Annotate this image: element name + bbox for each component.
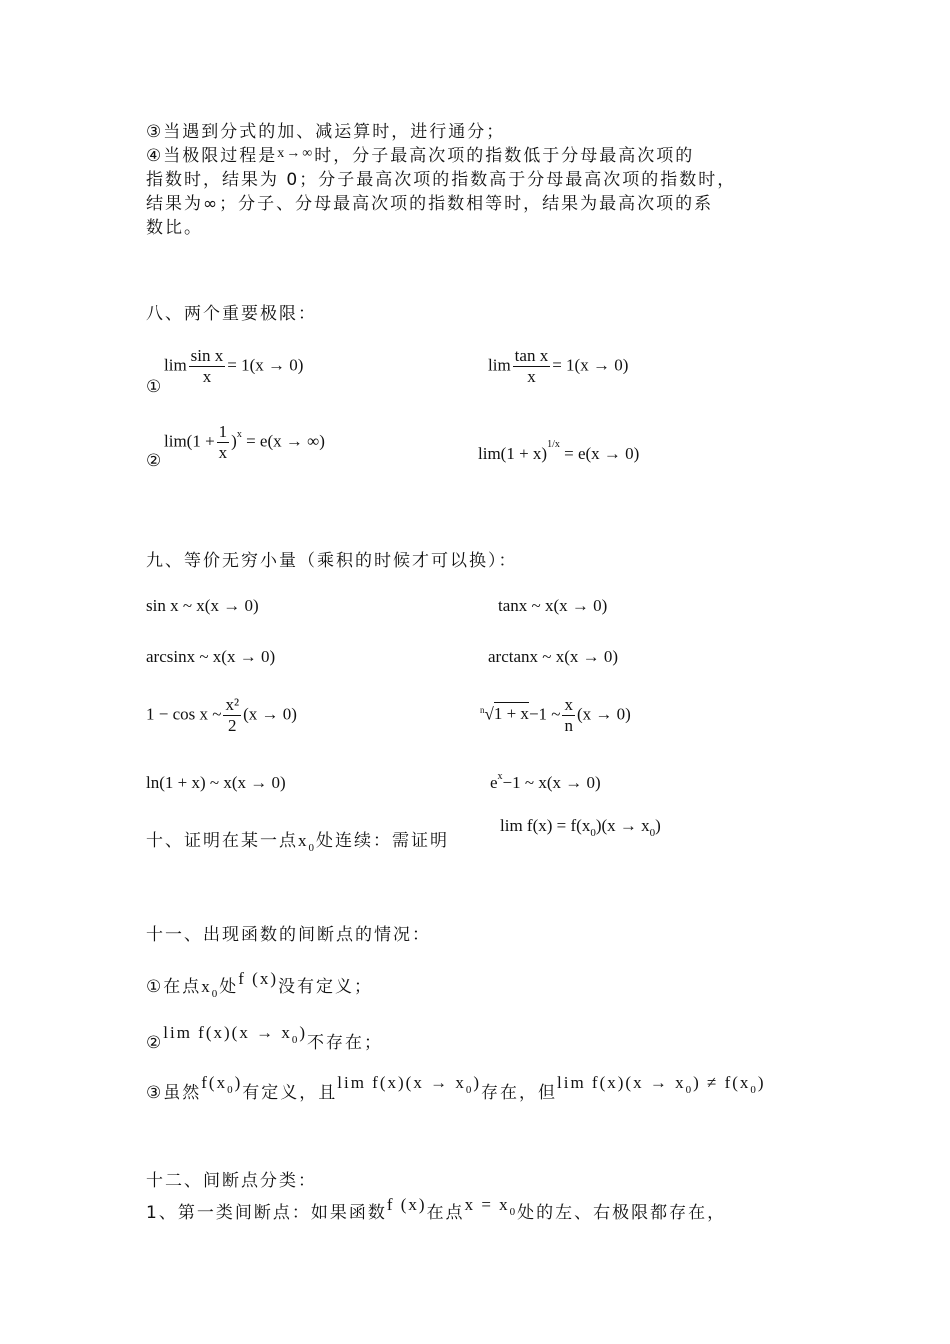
case-3-but: 存在，但 (481, 1083, 557, 1103)
intro-line-1: ③当遇到分式的加、减运算时，进行通分； (146, 122, 506, 142)
function-f: f (x) (386, 1195, 427, 1214)
case-2-formula (163, 1023, 307, 1046)
limit-not-equal-formula (557, 1073, 766, 1096)
intro-line-2-start: ④当极限过程是 (146, 146, 278, 166)
f-of-x0 (201, 1073, 243, 1096)
fraction (562, 695, 575, 736)
limit-sinx-over-x (164, 346, 303, 387)
numerator: sin x (190, 346, 224, 365)
root-index: n (480, 705, 485, 716)
radical-icon: √ (484, 704, 494, 724)
subscript: 0 (509, 1206, 518, 1218)
intro-line-2-end: 时，分子最高次项的指数低于分母最高次项的 (314, 146, 695, 166)
formula-2-marker: ② (146, 451, 162, 471)
close-paren: ) (757, 1073, 766, 1092)
formula-part: f(x (201, 1073, 228, 1092)
formula-part: lim f(x)(x → x (163, 1023, 292, 1042)
formula-rhs: = e(x → ∞) (246, 431, 325, 451)
formula-1-marker: ① (146, 377, 162, 397)
fraction (513, 346, 551, 387)
heading-part-a: 十、证明在某一点 (146, 831, 298, 851)
case-1-end: 没有定义； (277, 977, 373, 997)
exponent: x (497, 771, 503, 782)
intro-line-3: 指数时，结果为 0；分子最高次项的指数高于分母最高次项的指数时， (146, 170, 737, 190)
subscript: 0 (750, 1084, 758, 1096)
formula-rhs: = 1(x → 0) (227, 355, 304, 375)
formula-lhs: lim(1 + (164, 431, 215, 451)
close-paren: ) (234, 1073, 243, 1092)
numerator: 1 (218, 422, 228, 441)
equiv-exp (490, 773, 601, 793)
exp-base: e (490, 773, 498, 792)
line-end: 处的左、右极限都存在， (517, 1203, 727, 1223)
equiv-root (480, 695, 631, 736)
equiv-arctan: arctanx ~ x(x → 0) (488, 647, 619, 666)
limit-tanx-over-x (488, 346, 628, 387)
denominator: n (564, 716, 573, 735)
section-10-heading (146, 826, 449, 854)
point-x: x (201, 977, 212, 996)
numerator: x (564, 695, 573, 714)
intro-line-2 (146, 141, 694, 166)
equiv-arcsin: arcsinx ~ x(x → 0) (146, 647, 276, 666)
limit-e-zero (478, 439, 640, 464)
close-paren: ) (231, 431, 237, 451)
formula-lhs: 1 − cos x ~ (146, 704, 222, 724)
denominator: x (527, 367, 536, 386)
formula-mid: −1 ~ (528, 704, 561, 724)
intro-line-5: 数比。 (146, 218, 203, 238)
point-eq (464, 1195, 518, 1218)
first-kind-discontinuity (146, 1195, 727, 1223)
case-3-start: ③虽然 (146, 1083, 202, 1103)
subscript: 0 (649, 827, 656, 839)
lim-symbol: lim (488, 355, 511, 375)
exponent: 1/x (547, 439, 560, 450)
section-11-heading: 十一、出现函数的间断点的情况： (146, 925, 431, 945)
lim-symbol: lim (164, 355, 187, 375)
section-9-heading: 九、等价无穷小量（乘积的时候才可以换）： (146, 551, 518, 571)
close-paren: ) (473, 1073, 481, 1092)
formula-part-a: lim f(x) = f(x (500, 816, 591, 835)
line-start: 1、第一类间断点：如果函数 (146, 1203, 387, 1223)
formula-part-b: )(x → x (595, 816, 650, 835)
radicand: 1 + x (493, 704, 529, 724)
subscript: 0 (465, 1084, 474, 1096)
formula-rhs: (x → 0) (243, 704, 297, 724)
case-3-mid: 有定义，且 (242, 1083, 338, 1103)
equiv-ln: ln(1 + x) ~ x(x → 0) (146, 773, 286, 792)
denominator: 2 (228, 716, 237, 735)
formula-rhs: = e(x → 0) (564, 444, 640, 463)
denominator: x (202, 367, 212, 386)
formula-part: lim f(x)(x → x (337, 1073, 466, 1092)
numerator: tan x (514, 346, 549, 365)
subscript: 0 (227, 1084, 235, 1096)
case-1-start: ①在点 (146, 977, 202, 997)
case-1 (146, 969, 373, 1000)
fraction (223, 695, 241, 736)
case-2-marker: ② (146, 1033, 164, 1053)
intro-limit-process: x→∞ (277, 146, 315, 161)
continuity-formula (500, 816, 661, 839)
numerator: x² (225, 695, 240, 714)
denominator: x (218, 443, 228, 462)
subscript: 0 (211, 988, 220, 1000)
intro-line-4: 结果为∞；分子、分母最高次项的指数相等时，结果为最高次项的系 (146, 194, 714, 214)
formula-part: ) ≠ f(x (693, 1073, 751, 1092)
formula-part: lim f(x)(x → x (557, 1073, 686, 1092)
formula-part: x = x (464, 1195, 510, 1214)
formula-rest: −1 ~ x(x → 0) (502, 773, 601, 792)
line-mid: 在点 (426, 1203, 465, 1223)
point-subscript: 0 (308, 842, 316, 854)
close-paren: ) (299, 1023, 307, 1042)
subscript: 0 (291, 1034, 300, 1046)
equiv-sin: sin x ~ x(x → 0) (146, 596, 259, 615)
case-1-mid: 处 (219, 977, 239, 997)
formula-lhs: lim(1 + x) (478, 444, 548, 463)
heading-part-b: 处连续：需证明 (316, 831, 449, 851)
section-12-heading: 十二、间断点分类： (146, 1171, 317, 1191)
equiv-tan: tanx ~ x(x → 0) (498, 596, 608, 615)
case-3 (146, 1073, 766, 1103)
subscript: 0 (685, 1084, 694, 1096)
subscript: 0 (590, 827, 596, 839)
formula-rhs: (x → 0) (576, 704, 631, 724)
case-2 (146, 1023, 383, 1053)
formula-rhs: = 1(x → 0) (552, 355, 629, 375)
function-f: f (x) (238, 969, 278, 988)
equiv-cos (146, 695, 297, 736)
fraction (217, 422, 230, 463)
exponent: x (236, 429, 242, 441)
fraction (189, 346, 226, 387)
formula-part-c: ) (655, 816, 661, 835)
limit-exists-formula (337, 1073, 481, 1096)
case-2-end: 不存在； (307, 1033, 383, 1053)
section-8-heading: 八、两个重要极限： (146, 304, 317, 324)
point-x: x (298, 831, 309, 850)
limit-e-infinity (164, 422, 325, 463)
